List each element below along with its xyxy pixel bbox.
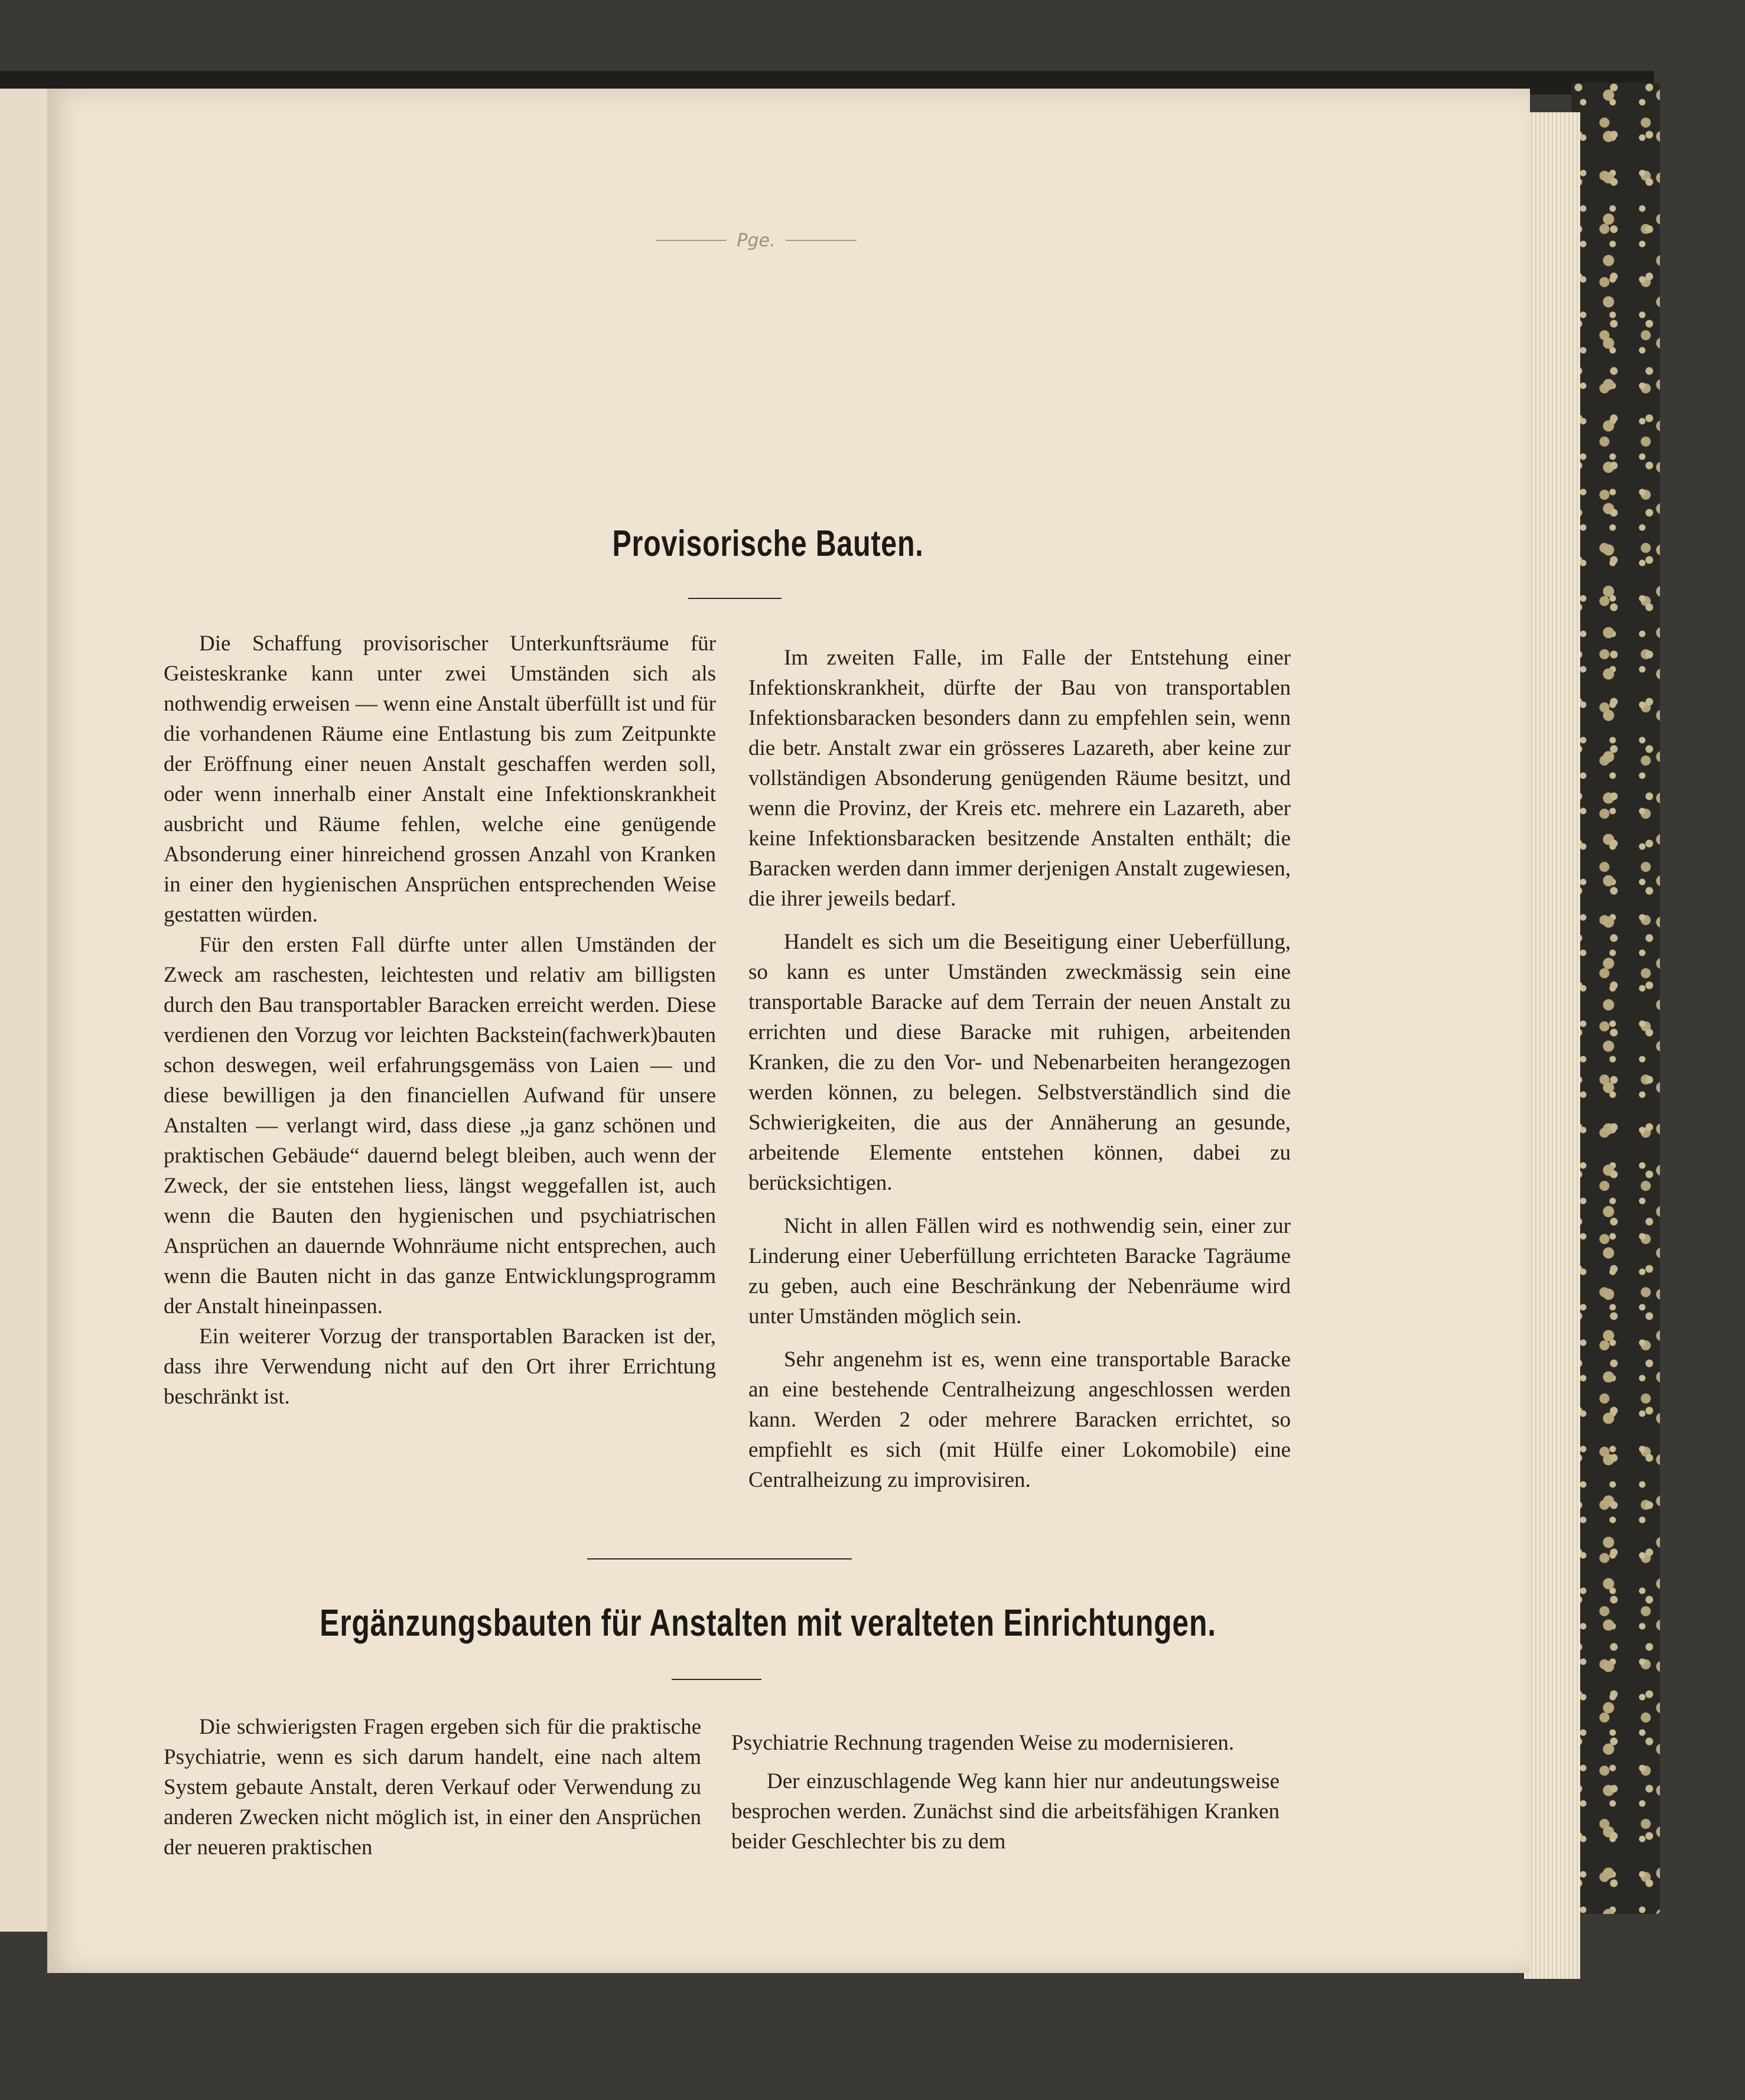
marbled-cover-board xyxy=(1571,83,1660,1914)
section-title-ergaenzungsbauten: Ergänzungsbauten für Anstalten mit veralteten Einrichtungen. xyxy=(320,1601,1216,1644)
paragraph: Nicht in allen Fällen wird es nothwendig sein, einer zur Linderung einer Ueberfüllung errichteten Baracke Tagräume zu geben, auch eine Beschränkung der Nebenräume wird unter Umständen möglich sein. xyxy=(748,1214,1291,1329)
section2-right-column xyxy=(731,1728,1280,1857)
paragraph: Psychiatrie Rechnung tragenden Weise zu modernisieren. xyxy=(731,1731,1235,1755)
page-edges xyxy=(1524,112,1580,1979)
paragraph: Für den ersten Fall dürfte unter allen Umständen der Zweck am raschesten, leichtesten und relativ am billigsten durch den Bau transportabler Baracken erreicht werden. Diese verdienen den Vorzug vor leichten Backstein(fachwerk)bauten schon deswegen, weil erfahrungsgemäss von Laien — und diese bewilligen ja den financiellen Aufwand für unsere Anstalten — verlangt wird, dass diese „ja ganz schönen und praktischen Gebäude“ dauernd belegt bleiben, auch wenn der Zweck, der sie entstehen liess, längst weggefallen ist, auch wenn die Bauten den hygienischen und psychiatrischen Ansprüchen an dauernde Wohnräume nicht entsprechen, auch wenn die Bauten nicht in das ganze Entwicklungsprogramm der Anstalt hineinpassen. xyxy=(164,933,716,1318)
section1-left-column xyxy=(164,629,716,1412)
title-rule xyxy=(672,1679,761,1680)
section-divider-rule xyxy=(587,1558,852,1559)
paragraph: Handelt es sich um die Beseitigung einer Ueberfüllung, so kann es unter Umständen zweckmässig sein eine transportable Baracke auf dem Terrain der neuen Anstalt zu errichten und diese Baracke mit ruhigen, arbeitenden Kranken, die zu den Vor- und Nebenarbeiten herangezogen werden können, zu belegen. Selbstverständlich sind die Schwierigkeiten, die aus der Annäherung an gesunde, arbeitende Elemente entstehen können, dabei zu berücksichtigen. xyxy=(748,930,1291,1195)
paragraph: Im zweiten Falle, im Falle der Entstehung einer Infektionskrankheit, dürfte der Bau von transportablen Infektionsbaracken besonders dann zu empfehlen sein, wenn die betr. Anstalt zwar ein grösseres Lazareth, aber keine zur vollständigen Absonderung genügenden Räume besitzt, und wenn die Provinz, der Kreis etc. mehrere ein Lazareth, aber keine Infektionsbaracken besitzende Anstalten enthält; die Baracken werden dann immer derjenigen Anstalt zugewiesen, die ihrer jeweils bedarf. xyxy=(748,646,1291,911)
paragraph: Der einzuschlagende Weg kann hier nur andeutungsweise besprochen werden. Zunächst sind die arbeitsfähigen Kranken beider Geschlechter bis zu dem xyxy=(731,1769,1280,1854)
title-rule xyxy=(688,598,782,599)
paragraph: Die Schaffung provisorischer Unterkunftsräume für Geisteskranke kann unter zwei Umständen sich als nothwendig erweisen — wenn eine Anstalt überfüllt ist und für die vorhandenen Räume eine Entlastung bis zum Zeitpunkte der Eröffnung einer neuen Anstalt geschaffen werden soll, oder wenn innerhalb einer Anstalt eine Infektionskrankheit ausbricht und Räume fehlen, welche eine genügende Absonderung einer hinreichend grossen Anzahl von Kranken in einer den hygienischen Ansprüchen entsprechenden Weise gestatten würden. xyxy=(164,631,716,927)
pencil-annotation: Pge. xyxy=(656,230,857,248)
section-title-provisorische-bauten: Provisorische Bauten. xyxy=(612,523,924,564)
paragraph: Ein weiterer Vorzug der transportablen Baracken ist der, dass ihre Verwendung nicht auf den Ort ihrer Errichtung beschränkt ist. xyxy=(164,1324,716,1409)
section2-left-column xyxy=(164,1712,701,1863)
paragraph: Die schwierigsten Fragen ergeben sich für die praktische Psychiatrie, wenn es sich darum handelt, eine nach altem System gebaute Anstalt, deren Verkauf oder Verwendung zu anderen Zwecken nicht möglich ist, in einer den Ansprüchen der neueren praktischen xyxy=(164,1715,701,1860)
paragraph: Sehr angenehm ist es, wenn eine transportable Baracke an eine bestehende Centralheizung angeschlossen werden kann. Werden 2 oder mehrere Baracken errichtet, so empfiehlt es sich (mit Hülfe einer Lokomobile) eine Centralheizung zu improvisiren. xyxy=(748,1347,1291,1492)
facing-page-edge xyxy=(0,89,49,1932)
section1-right-column xyxy=(748,643,1291,1495)
